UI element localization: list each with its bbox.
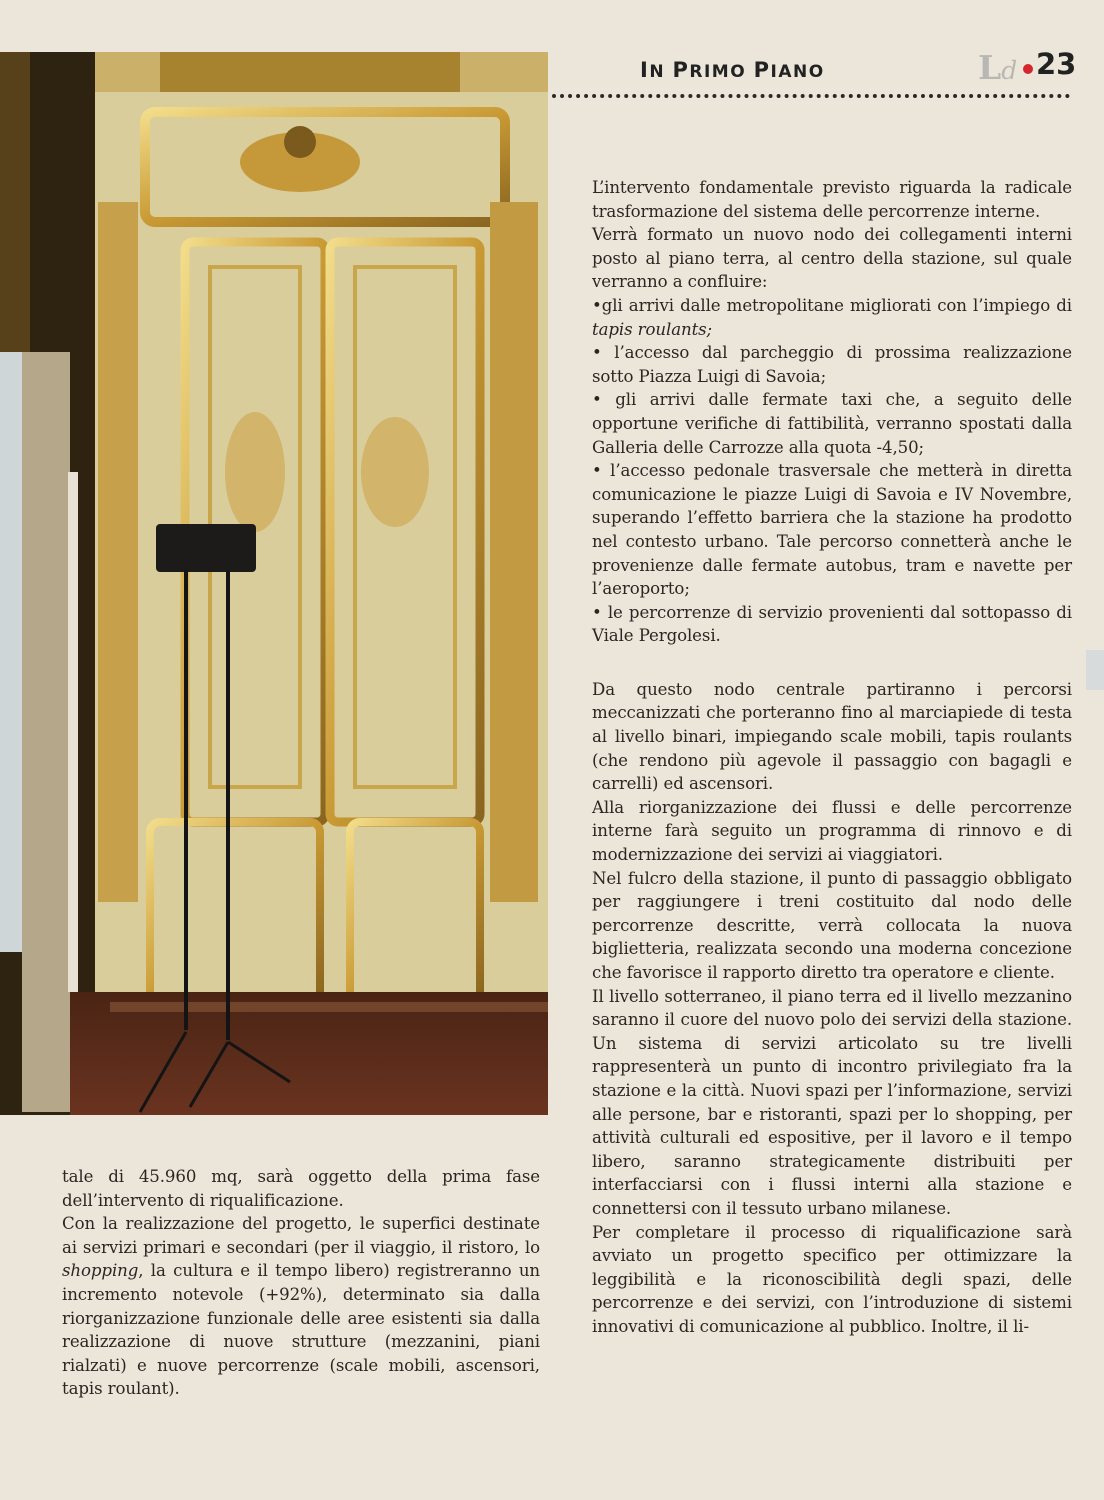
section-label-part: N [649, 62, 673, 82]
paragraph: tale di 45.960 mq, sarà oggetto della prima fase dell’intervento di riqualificazione. [62, 1167, 540, 1210]
paragraph: Verrà formato un nuovo nodo dei collegamenti interni posto al piano terra, al centro della stazione, sul quale verranno a confluire: [592, 225, 1072, 292]
section-label-part: IANO [770, 62, 825, 82]
magazine-logo [978, 48, 1017, 87]
section-label [640, 58, 825, 82]
paragraph: Da questo nodo centrale partiranno i percorsi meccanizzati che porteranno fino al marciapiede di testa al livello binari, impiegando scale mobili, tapis roulants (che rendono più agevole il passaggio con bagagli e carrelli) ed ascensori. [592, 679, 1072, 794]
section-label-initial: I [640, 58, 650, 82]
paragraph-gap [592, 648, 1072, 678]
right-column [592, 176, 1072, 1339]
paragraph: Il livello sotterraneo, il piano terra ed il livello mezzanino saranno il cuore del nuovo polo dei servizi della stazione. Un sistema di servizi articolato su tre livelli rappresenterà un punto di incontro privilegiato fra la stazione e la città. Nuovi spazi per l’informazione, servizi alle persone, bar e ristoranti, spazi per lo shopping, per attività culturali ed espositive, per il lavoro e il tempo libero, saranno strategicamente distribuiti per interfacciarsi con i flussi interni alla stazione e connettersi con il tessuto urbano milanese. [592, 986, 1072, 1218]
italic-term: shopping [62, 1261, 139, 1281]
list-item-text: •gli arrivi dalle metropolitane migliorati con l’impiego di [592, 295, 1072, 315]
list-item: • l’accesso pedonale trasversale che metterà in diretta comunicazione le piazze Luigi di Savoia e IV Novembre, superando l’effetto barriera che la stazione ha prodotto nel contesto urbano. Tale percorso connetterà anche le provenienze dalle fermate autobus, tram e navette per l’aeroporto; [592, 461, 1072, 599]
bullet-list [592, 294, 1072, 648]
section-label-initial: P [672, 58, 690, 82]
logo-letter-l: L [978, 48, 1002, 87]
italic-term: tapis roulants; [592, 319, 713, 339]
page-number: 23 [1036, 47, 1077, 81]
gilded-panel-illustration [0, 52, 548, 1115]
left-column [62, 1165, 540, 1401]
list-item: • gli arrivi dalle fermate taxi che, a seguito delle opportune verifiche di fattibilità, verranno spostati dalla Galleria delle Carrozze alla quota -4,50; [592, 390, 1072, 457]
paragraph-text: Con la realizzazione del progetto, le superfici destinate ai servizi primari e secondari (per il viaggio, il ristoro, lo [62, 1214, 540, 1257]
list-item: • l’accesso dal parcheggio di prossima realizzazione sotto Piazza Luigi di Savoia; [592, 343, 1072, 386]
logo-letter-d: d [1001, 56, 1018, 85]
boiserie-photo [0, 52, 548, 1115]
paragraph: L’intervento fondamentale previsto riguarda la radicale trasformazione del sistema delle percorrenze interne. [592, 178, 1072, 221]
paragraph-text: , la cultura e il tempo libero) registreranno un incremento notevole (+92%), determinato sia dalla riorganizzazione funzionale delle aree esistenti sia dalla realizzazione di nuove strutture (mezzanini, piani rialzati) e nuove percorrenze (scale mobili, ascensori, tapis roulant). [62, 1261, 540, 1399]
paragraph [62, 1212, 540, 1401]
list-item [592, 294, 1072, 341]
section-label-part: RIMO [689, 62, 754, 82]
page-edge-shadow [1086, 650, 1104, 690]
header-dotted-rule [552, 94, 1070, 98]
paragraph: Per completare il processo di riqualificazione sarà avviato un progetto specifico per ottimizzare la leggibilità e la riconoscibilità degli spazi, delle percorrenze e dei servizi, con l’introduzione di sistemi innovativi di comunicazione al pubblico. Inoltre, il li- [592, 1222, 1072, 1336]
section-label-initial: P [753, 58, 771, 82]
red-bullet-icon [1023, 64, 1033, 74]
paragraph: Alla riorganizzazione dei flussi e delle percorrenze interne farà seguito un programma di rinnovo e di modernizzazione dei servizi ai viaggiatori. [592, 797, 1072, 865]
list-item: • le percorrenze di servizio provenienti dal sottopasso di Viale Pergolesi. [592, 602, 1072, 646]
paragraph: Nel fulcro della stazione, il punto di passaggio obbligato per raggiungere i treni costituito dal nodo delle percorrenze descritte, verrà collocata la nuova biglietteria, realizzata secondo una moderna concezione che favorisce il rapporto diretto tra operatore e cliente. [592, 868, 1072, 982]
